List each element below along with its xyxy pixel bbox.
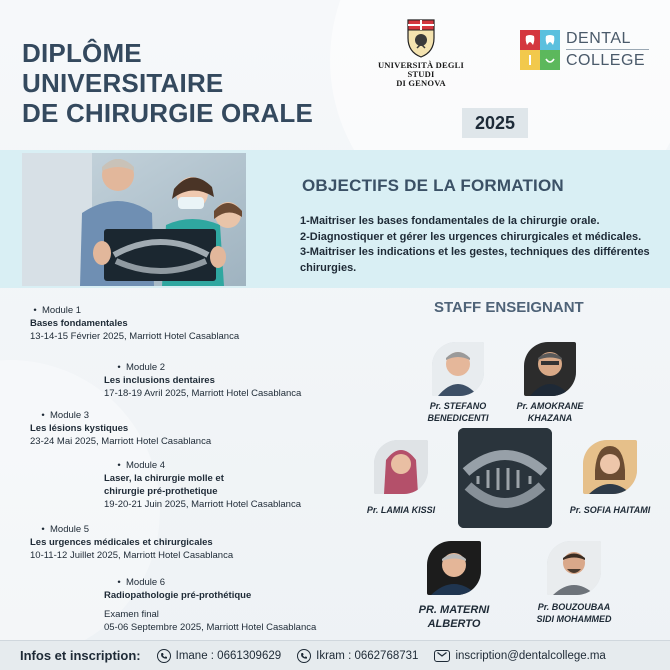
module-number: • Module 3: [38, 409, 211, 422]
title-line: UNIVERSITAIRE: [22, 68, 224, 98]
module-name: chirurgie pré-prothetique: [104, 486, 218, 497]
objective-item: 1-Maitriser les bases fondamentales de la chirurgie orale.: [300, 215, 600, 227]
contact-footer: [0, 640, 670, 670]
staff-name: Pr. SOFIA HAITAMI: [569, 505, 651, 515]
avatar: [432, 342, 484, 396]
module-name: Laser, la chirurgie molle et: [104, 473, 224, 484]
tooth-icon: [520, 30, 540, 50]
module-name: Les inclusions dentaires: [104, 375, 215, 386]
title-line: DIPLÔME: [22, 38, 142, 68]
title-line: DE CHIRURGIE ORALE: [22, 98, 314, 128]
staff-name: ALBERTO: [427, 618, 481, 630]
avatar: [547, 541, 601, 595]
module-date: 10-11-12 Juillet 2025, Marriott Hotel Casablanca: [30, 550, 234, 561]
module-6: [104, 576, 316, 634]
staff-name: Pr. AMOKRANE: [516, 401, 584, 411]
module-date: 17-18-19 Avril 2025, Marriott Hotel Casablanca: [104, 388, 302, 399]
module-date: 13-14-15 Février 2025, Marriott Hotel Casablanca: [30, 331, 240, 342]
university-name-line: UNIVERSITÀ DEGLI STUDI: [377, 60, 465, 79]
contact-phone-imane[interactable]: [157, 649, 282, 663]
objective-item: 2-Diagnostiquer et gérer les urgences chirurgicales et médicales.: [300, 230, 642, 243]
staff-member: [524, 541, 624, 625]
dentist-xray-photo: [22, 153, 246, 286]
university-name-line: DI GENOVA: [396, 78, 446, 88]
mail-icon: [434, 650, 450, 662]
avatar: [427, 541, 481, 595]
staff-name: BENEDICENTI: [427, 413, 489, 423]
staff-name: SIDI MOHAMMED: [536, 614, 612, 624]
module-date: 19-20-21 Juin 2025, Marriott Hotel Casablanca: [104, 499, 301, 510]
smile-icon: [540, 50, 560, 70]
staff-member: [560, 440, 660, 516]
module-4: [104, 459, 301, 511]
module-date: 23-24 Mai 2025, Marriott Hotel Casablanca: [30, 436, 212, 447]
staff-member: [504, 342, 596, 424]
tooth-icon: [540, 30, 560, 50]
staff-name: Pr. STEFANO: [429, 401, 487, 411]
toothbrush-icon: [520, 50, 540, 70]
dental-college-logo: [520, 26, 650, 78]
page-title: [22, 38, 352, 128]
contact-email[interactable]: [434, 650, 605, 662]
partner-name-line: DENTAL: [566, 28, 649, 50]
contact-text: inscription@dentalcollege.ma: [455, 649, 606, 662]
objectives-list: [300, 214, 662, 276]
module-number: • Module 6: [114, 576, 316, 589]
year-badge: 2025: [462, 108, 528, 138]
module-number: • Module 5: [38, 523, 233, 536]
staff-member: [416, 342, 500, 424]
avatar: [374, 440, 428, 494]
contact-text: Imane : 0661309629: [175, 649, 282, 662]
dental-college-mark: [520, 30, 560, 70]
contact-text: Ikram : 0662768731: [316, 649, 419, 662]
module-name: Bases fondamentales: [30, 318, 128, 329]
dental-college-wordmark: [566, 28, 649, 71]
module-name: Les urgences médicales et chirurgicales: [30, 537, 213, 548]
staff-name: KHAZANA: [527, 413, 573, 423]
contact-phone-ikram[interactable]: [297, 649, 418, 663]
objectives-title: OBJECTIFS DE LA FORMATION: [302, 176, 564, 195]
phone-icon: [297, 649, 311, 663]
phone-icon: [157, 649, 171, 663]
module-number: • Module 1: [30, 304, 239, 317]
staff-name: PR. MATERNI: [418, 604, 490, 616]
module-1: [30, 304, 239, 343]
objective-item: 3-Maitriser les indications et les gestes, techniques des différentes chirurgies.: [300, 246, 650, 274]
module-extra: Examen final: [104, 609, 159, 620]
crest-icon: [406, 18, 436, 58]
staff-title: STAFF ENSEIGNANT: [434, 299, 584, 316]
partner-name-line: COLLEGE: [566, 52, 646, 69]
staff-name: Pr. LAMIA KISSI: [366, 505, 436, 515]
module-number: • Module 4: [114, 459, 301, 472]
footer-label: Infos et inscription:: [20, 648, 141, 663]
module-2: [104, 361, 301, 400]
module-date: 05-06 Septembre 2025, Marriott Hotel Casablanca: [104, 622, 317, 633]
module-3: [30, 409, 211, 448]
module-5: [30, 523, 233, 562]
staff-member: [404, 541, 504, 631]
panoramic-xray-image: [458, 428, 552, 528]
avatar: [583, 440, 637, 494]
module-name: Radiopathologie pré-prothétique: [104, 590, 252, 601]
module-number: • Module 2: [114, 361, 301, 374]
module-name: Les lésions kystiques: [30, 423, 129, 434]
avatar: [524, 342, 576, 396]
staff-member: [356, 440, 446, 516]
university-logo: [372, 18, 470, 88]
staff-name: Pr. BOUZOUBAA: [537, 602, 611, 612]
